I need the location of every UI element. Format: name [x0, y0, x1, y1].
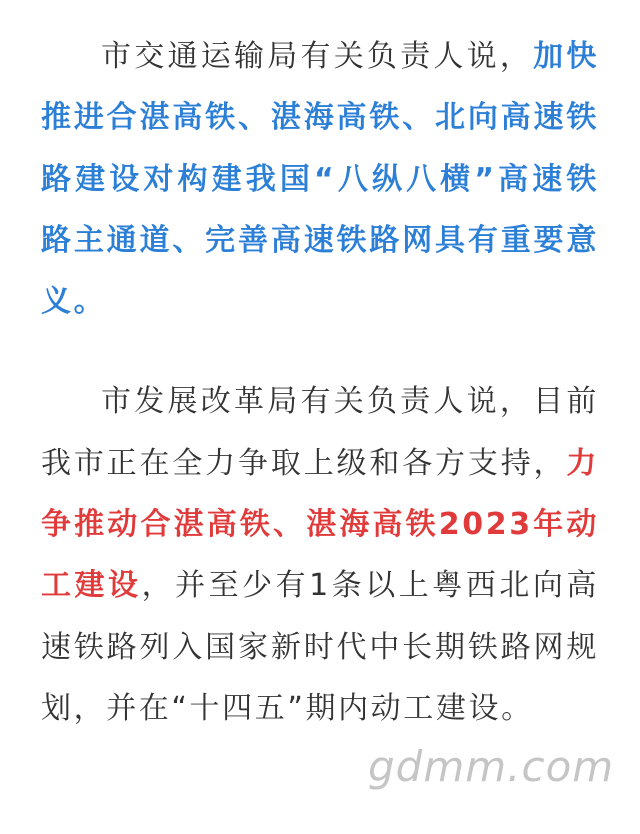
site-watermark: gdmm.com — [368, 742, 615, 791]
highlighted-statement-red: 力争推动合湛高铁、湛海高铁2023年动工建设 — [41, 445, 599, 604]
article-body — [41, 26, 599, 739]
paragraph-lead-text: 市交通运输局有关负责人说， — [101, 39, 534, 74]
paragraph-lead-text: 市发展改革局有关负责人说，目前我市正在全力争取上级和各方支持， — [41, 384, 599, 481]
highlighted-statement-blue: 加快推进合湛高铁、湛海高铁、北向高速铁路建设对构建我国“八纵八横”高速铁路主通道、完善高速铁路网具有重要意义。 — [41, 39, 599, 320]
paragraph-transport-bureau — [41, 26, 599, 332]
paragraph-tail-text: ，并至少有1条以上粤西北向高速铁路列入国家新时代中长期铁路网规划，并在“十四五”期内动工建设。 — [41, 568, 599, 726]
paragraph-development-bureau — [41, 371, 599, 739]
